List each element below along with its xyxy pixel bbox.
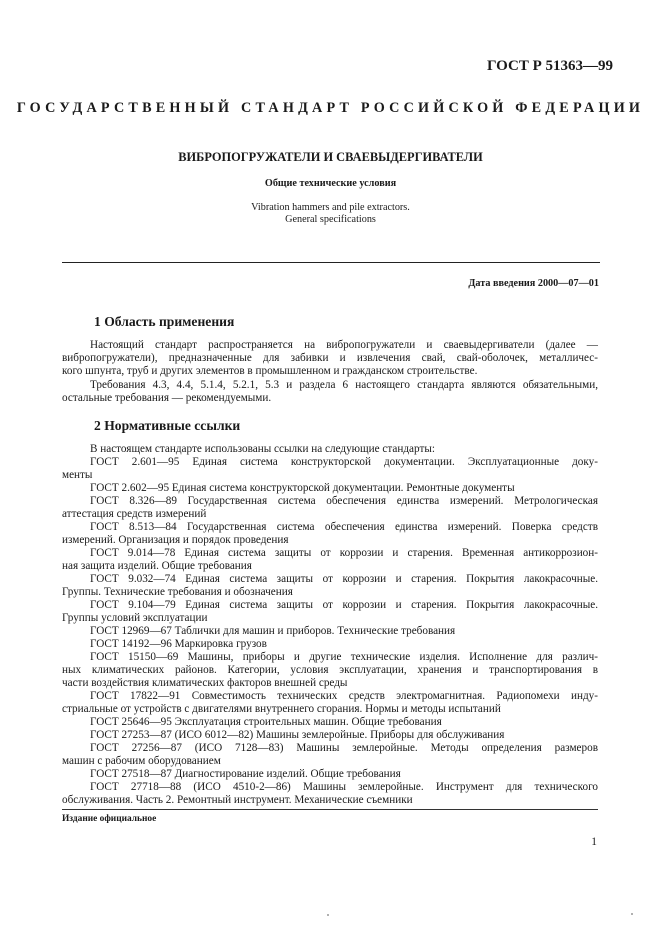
reference-text-continued: ных климатических районов. Категории, условия эксплуатации, хранения и транспортирования в [62, 664, 598, 676]
reference-text-continued: машин с рабочим оборудованием [62, 755, 221, 767]
english-title [0, 202, 661, 226]
reference-text: ГОСТ 2.601—95 Единая система конструкторской документации. Эксплуатационные доку- [90, 456, 598, 468]
reference-item [62, 521, 598, 547]
reference-text: ГОСТ 2.602—95 Единая система конструкторской документации. Ремонтные документы [90, 482, 515, 494]
text-line: кого шпунта, труб и других элементов в промышленном и гражданском строительстве. [62, 365, 478, 377]
reference-text: ГОСТ 27718—88 (ИСО 4510-2—86) Машины землеройные. Инструмент для технического [90, 781, 598, 793]
reference-text: ГОСТ 25646—95 Эксплуатация строительных машин. Общие требования [90, 716, 442, 728]
page-number: 1 [591, 836, 597, 848]
english-title-line: Vibration hammers and pile extractors. [251, 202, 410, 213]
reference-text: ГОСТ 14192—96 Маркировка грузов [90, 638, 267, 650]
reference-text-continued: обслуживания. Часть 2. Ремонтный инструмент. Механические съемники [62, 794, 413, 806]
normative-references-list [62, 456, 598, 807]
english-title-line: General specifications [285, 214, 376, 225]
section-2-heading: 2 Нормативные ссылки [94, 418, 241, 433]
section-1-heading: 1 Область применения [94, 314, 235, 329]
reference-item [62, 482, 598, 495]
reference-text-continued: измерений. Организация и порядок проведения [62, 534, 289, 546]
section-2-intro: В настоящем стандарте использованы ссылки на следующие стандарты: [90, 443, 435, 455]
text-line: остальные требования — рекомендуемыми. [62, 392, 272, 404]
reference-item [62, 768, 598, 781]
reference-text: ГОСТ 27518—87 Диагностирование изделий. Общие требования [90, 768, 401, 780]
section-2-body [62, 443, 598, 807]
text-line: Требования 4.3, 4.4, 5.1.4, 5.2.1, 5.3 и раздела 6 настоящего стандарта являются обязательными, [90, 379, 598, 391]
text-line: вибропогружатели), предназначенные для забивки и извлечения свай, свай-оболочек, металличес- [62, 352, 598, 364]
reference-text: ГОСТ 8.326—89 Государственная система обеспечения единства измерений. Метрологическая [90, 495, 598, 507]
reference-text: ГОСТ 17822—91 Совместимость технических средств электромагнитная. Радиопомехи инду- [90, 690, 598, 702]
title-divider [62, 262, 600, 263]
reference-text-continued: части воздействия климатических факторов внешней среды [62, 677, 348, 689]
reference-item [62, 729, 598, 742]
reference-text: ГОСТ 8.513—84 Государственная система обеспечения единства измерений. Поверка средств [90, 521, 598, 533]
reference-item [62, 690, 598, 716]
reference-text: ГОСТ 12969—67 Таблички для машин и приборов. Технические требования [90, 625, 456, 637]
reference-item [62, 599, 598, 625]
reference-text: ГОСТ 9.032—74 Единая система защиты от коррозии и старения. Покрытия лакокрасочные. [90, 573, 598, 585]
footer-divider [62, 809, 598, 810]
reference-text-continued: ная защита изделий. Общие требования [62, 560, 252, 572]
document-subtitle: Общие технические условия [264, 178, 397, 189]
reference-item [62, 742, 598, 768]
reference-item [62, 456, 598, 482]
reference-text: ГОСТ 27253—87 (ИСО 6012—82) Машины землеройные. Приборы для обслуживания [90, 729, 505, 741]
state-standard-header: ГОСУДАРСТВЕННЫЙ СТАНДАРТ РОССИЙСКОЙ ФЕДЕРАЦИИ [16, 100, 645, 116]
section-1-paragraph-1 [62, 339, 598, 378]
reference-text-continued: Группы. Технические требования и обозначения [62, 586, 293, 598]
reference-text-continued: стриальные от устройств с двигателями внутреннего сгорания. Нормы и методы испытаний [62, 703, 501, 715]
reference-item [62, 625, 598, 638]
reference-text: ГОСТ 15150—69 Машины, приборы и другие технические изделия. Исполнение для различ- [90, 651, 598, 663]
document-title: ВИБРОПОГРУЖАТЕЛИ И СВАЕВЫДЕРГИВАТЕЛИ [178, 150, 483, 164]
reference-item [62, 651, 598, 690]
reference-text-continued: аттестация средств измерений [62, 508, 207, 520]
reference-item [62, 573, 598, 599]
reference-text: ГОСТ 27256—87 (ИСО 7128—83) Машины землеройные. Методы определения размеров [90, 742, 598, 754]
scan-speck [327, 914, 329, 916]
reference-text-continued: менты [62, 469, 93, 481]
text-line: Настоящий стандарт распространяется на вибропогружатели и сваевыдергиватели (далее — [90, 339, 598, 351]
document-code: ГОСТ Р 51363—99 [486, 58, 613, 74]
scan-speck [631, 913, 633, 915]
introduction-date: Дата введения 2000—07—01 [468, 278, 599, 289]
section-1-paragraph-2 [62, 379, 598, 405]
reference-text: ГОСТ 9.014—78 Единая система защиты от коррозии и старения. Временная антикоррозион- [90, 547, 598, 559]
reference-item [62, 547, 598, 573]
reference-item [62, 495, 598, 521]
edition-label: Издание официальное [62, 814, 157, 824]
reference-text: ГОСТ 9.104—79 Единая система защиты от коррозии и старения. Покрытия лакокрасочные. [90, 599, 598, 611]
reference-text-continued: Группы условий эксплуатации [62, 612, 208, 624]
reference-item [62, 716, 598, 729]
reference-item [62, 781, 598, 807]
reference-item [62, 638, 598, 651]
